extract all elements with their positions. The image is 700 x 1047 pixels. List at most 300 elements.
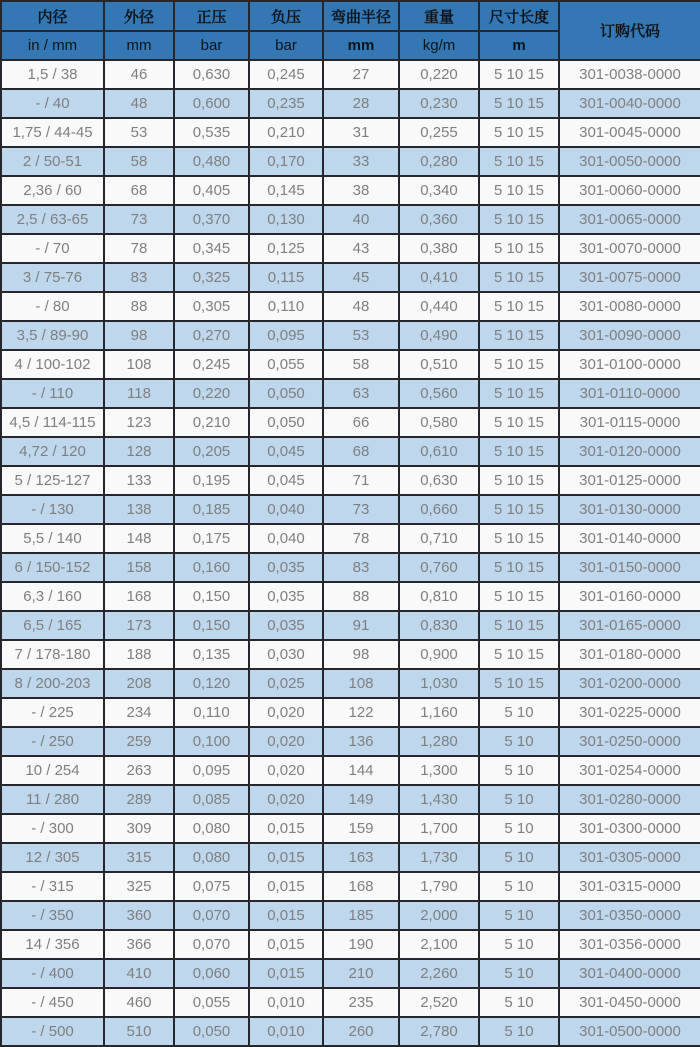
table-cell: 210 bbox=[323, 959, 399, 988]
table-cell: 5 10 15 bbox=[479, 60, 559, 89]
table-cell: 301-0180-0000 bbox=[559, 640, 700, 669]
table-cell: 148 bbox=[104, 524, 174, 553]
table-cell: 0,480 bbox=[174, 147, 249, 176]
table-cell: 4,72 / 120 bbox=[1, 437, 104, 466]
unit-length: m bbox=[479, 31, 559, 60]
table-cell: 0,830 bbox=[399, 611, 479, 640]
table-cell: 0,245 bbox=[174, 350, 249, 379]
table-cell: 58 bbox=[323, 350, 399, 379]
table-cell: 0,045 bbox=[249, 466, 323, 495]
table-cell: 0,185 bbox=[174, 495, 249, 524]
table-row bbox=[1, 901, 700, 930]
table-cell: 410 bbox=[104, 959, 174, 988]
table-cell: 0,080 bbox=[174, 814, 249, 843]
table-row bbox=[1, 466, 700, 495]
table-cell: 0,070 bbox=[174, 901, 249, 930]
table-cell: 301-0100-0000 bbox=[559, 350, 700, 379]
table-cell: 0,095 bbox=[249, 321, 323, 350]
column-header-negative-pressure: 负压 bbox=[249, 1, 323, 31]
table-cell: 14 / 356 bbox=[1, 930, 104, 959]
table-cell: 0,510 bbox=[399, 350, 479, 379]
table-cell: 0,110 bbox=[249, 292, 323, 321]
table-cell: 0,110 bbox=[174, 698, 249, 727]
table-cell: 309 bbox=[104, 814, 174, 843]
table-cell: 3 / 75-76 bbox=[1, 263, 104, 292]
table-cell: 0,280 bbox=[399, 147, 479, 176]
table-row bbox=[1, 843, 700, 872]
table-cell: 5 10 bbox=[479, 1017, 559, 1046]
table-row bbox=[1, 988, 700, 1017]
table-cell: 5 10 15 bbox=[479, 147, 559, 176]
table-cell: 185 bbox=[323, 901, 399, 930]
table-cell: 71 bbox=[323, 466, 399, 495]
table-cell: 5 10 bbox=[479, 785, 559, 814]
table-cell: 0,710 bbox=[399, 524, 479, 553]
table-cell: 301-0075-0000 bbox=[559, 263, 700, 292]
table-cell: 138 bbox=[104, 495, 174, 524]
table-cell: 1,730 bbox=[399, 843, 479, 872]
table-cell: 0,760 bbox=[399, 553, 479, 582]
table-cell: 301-0070-0000 bbox=[559, 234, 700, 263]
table-cell: 301-0400-0000 bbox=[559, 959, 700, 988]
table-cell: 108 bbox=[104, 350, 174, 379]
table-cell: 0,160 bbox=[174, 553, 249, 582]
table-cell: 260 bbox=[323, 1017, 399, 1046]
table-cell: 2,36 / 60 bbox=[1, 176, 104, 205]
table-cell: 301-0140-0000 bbox=[559, 524, 700, 553]
table-cell: 0,015 bbox=[249, 959, 323, 988]
table-cell: 0,610 bbox=[399, 437, 479, 466]
table-cell: 301-0060-0000 bbox=[559, 176, 700, 205]
table-cell: 315 bbox=[104, 843, 174, 872]
table-cell: 0,210 bbox=[249, 118, 323, 147]
table-cell: 1,280 bbox=[399, 727, 479, 756]
table-cell: - / 400 bbox=[1, 959, 104, 988]
table-cell: 0,220 bbox=[174, 379, 249, 408]
table-row bbox=[1, 959, 700, 988]
table-cell: 0,360 bbox=[399, 205, 479, 234]
table-cell: 289 bbox=[104, 785, 174, 814]
table-cell: 48 bbox=[323, 292, 399, 321]
table-cell: 188 bbox=[104, 640, 174, 669]
table-cell: 325 bbox=[104, 872, 174, 901]
table-cell: 0,075 bbox=[174, 872, 249, 901]
header-label-row bbox=[1, 1, 700, 31]
table-cell: 0,340 bbox=[399, 176, 479, 205]
table-row bbox=[1, 205, 700, 234]
unit-positive-pressure: bar bbox=[174, 31, 249, 60]
table-cell: - / 70 bbox=[1, 234, 104, 263]
table-cell: - / 225 bbox=[1, 698, 104, 727]
table-cell: 0,120 bbox=[174, 669, 249, 698]
table-cell: 301-0040-0000 bbox=[559, 89, 700, 118]
table-row bbox=[1, 437, 700, 466]
table-cell: 301-0120-0000 bbox=[559, 437, 700, 466]
table-cell: 301-0110-0000 bbox=[559, 379, 700, 408]
table-row bbox=[1, 60, 700, 89]
table-cell: 0,195 bbox=[174, 466, 249, 495]
table-cell: 5 10 bbox=[479, 727, 559, 756]
table-cell: 0,015 bbox=[249, 843, 323, 872]
table-cell: 66 bbox=[323, 408, 399, 437]
table-cell: 149 bbox=[323, 785, 399, 814]
column-header-bend-radius: 弯曲半径 bbox=[323, 1, 399, 31]
table-cell: 0,410 bbox=[399, 263, 479, 292]
table-cell: 301-0300-0000 bbox=[559, 814, 700, 843]
table-cell: 0,535 bbox=[174, 118, 249, 147]
table-row bbox=[1, 89, 700, 118]
table-cell: 6 / 150-152 bbox=[1, 553, 104, 582]
table-cell: 301-0200-0000 bbox=[559, 669, 700, 698]
table-cell: 0,235 bbox=[249, 89, 323, 118]
table-cell: 235 bbox=[323, 988, 399, 1017]
table-cell: 301-0280-0000 bbox=[559, 785, 700, 814]
table-cell: 0,630 bbox=[174, 60, 249, 89]
table-cell: 510 bbox=[104, 1017, 174, 1046]
table-cell: 68 bbox=[104, 176, 174, 205]
table-cell: 301-0305-0000 bbox=[559, 843, 700, 872]
table-cell: 190 bbox=[323, 930, 399, 959]
column-header-weight: 重量 bbox=[399, 1, 479, 31]
table-cell: 0,025 bbox=[249, 669, 323, 698]
table-cell: 0,230 bbox=[399, 89, 479, 118]
table-row bbox=[1, 640, 700, 669]
table-cell: 2,260 bbox=[399, 959, 479, 988]
table-cell: 301-0045-0000 bbox=[559, 118, 700, 147]
table-cell: 301-0225-0000 bbox=[559, 698, 700, 727]
table-cell: 1,790 bbox=[399, 872, 479, 901]
table-cell: 68 bbox=[323, 437, 399, 466]
table-cell: 1,5 / 38 bbox=[1, 60, 104, 89]
table-cell: 5 10 15 bbox=[479, 350, 559, 379]
unit-bend-radius: mm bbox=[323, 31, 399, 60]
table-cell: 0,490 bbox=[399, 321, 479, 350]
table-row bbox=[1, 1017, 700, 1046]
table-cell: 0,150 bbox=[174, 582, 249, 611]
table-cell: 301-0356-0000 bbox=[559, 930, 700, 959]
table-cell: 63 bbox=[323, 379, 399, 408]
table-cell: 0,210 bbox=[174, 408, 249, 437]
table-cell: - / 300 bbox=[1, 814, 104, 843]
table-cell: 5 10 15 bbox=[479, 234, 559, 263]
table-cell: 301-0450-0000 bbox=[559, 988, 700, 1017]
table-cell: 0,580 bbox=[399, 408, 479, 437]
table-cell: 5 10 15 bbox=[479, 582, 559, 611]
table-cell: 133 bbox=[104, 466, 174, 495]
table-row bbox=[1, 408, 700, 437]
table-cell: 163 bbox=[323, 843, 399, 872]
table-cell: 0,245 bbox=[249, 60, 323, 89]
table-cell: 5 10 bbox=[479, 959, 559, 988]
table-cell: 5 10 bbox=[479, 930, 559, 959]
table-cell: 259 bbox=[104, 727, 174, 756]
table-row bbox=[1, 756, 700, 785]
table-cell: 0,015 bbox=[249, 814, 323, 843]
table-cell: 5 10 15 bbox=[479, 263, 559, 292]
table-row bbox=[1, 234, 700, 263]
table-row bbox=[1, 930, 700, 959]
table-cell: 0,630 bbox=[399, 466, 479, 495]
table-row bbox=[1, 785, 700, 814]
table-cell: 0,085 bbox=[174, 785, 249, 814]
table-cell: 118 bbox=[104, 379, 174, 408]
table-cell: 144 bbox=[323, 756, 399, 785]
table-cell: 27 bbox=[323, 60, 399, 89]
table-cell: 0,020 bbox=[249, 756, 323, 785]
table-cell: 0,010 bbox=[249, 1017, 323, 1046]
table-cell: 301-0038-0000 bbox=[559, 60, 700, 89]
table-cell: 360 bbox=[104, 901, 174, 930]
table-row bbox=[1, 872, 700, 901]
table-cell: 0,305 bbox=[174, 292, 249, 321]
table-cell: 1,160 bbox=[399, 698, 479, 727]
table-cell: 301-0065-0000 bbox=[559, 205, 700, 234]
table-cell: 0,150 bbox=[174, 611, 249, 640]
table-row bbox=[1, 118, 700, 147]
table-cell: 0,035 bbox=[249, 553, 323, 582]
table-cell: 0,900 bbox=[399, 640, 479, 669]
table-cell: 0,040 bbox=[249, 524, 323, 553]
table-cell: 5 10 15 bbox=[479, 611, 559, 640]
table-row bbox=[1, 553, 700, 582]
table-cell: - / 40 bbox=[1, 89, 104, 118]
table-cell: 5 10 15 bbox=[479, 292, 559, 321]
unit-weight: kg/m bbox=[399, 31, 479, 60]
table-row bbox=[1, 495, 700, 524]
table-cell: 5 10 15 bbox=[479, 553, 559, 582]
unit-negative-pressure: bar bbox=[249, 31, 323, 60]
table-cell: 0,020 bbox=[249, 698, 323, 727]
table-cell: 0,095 bbox=[174, 756, 249, 785]
table-cell: 0,080 bbox=[174, 843, 249, 872]
table-cell: 0,020 bbox=[249, 785, 323, 814]
table-cell: 0,370 bbox=[174, 205, 249, 234]
table-row bbox=[1, 669, 700, 698]
table-cell: 98 bbox=[104, 321, 174, 350]
table-cell: 0,440 bbox=[399, 292, 479, 321]
table-cell: 53 bbox=[323, 321, 399, 350]
table-cell: 0,135 bbox=[174, 640, 249, 669]
table-cell: 0,015 bbox=[249, 930, 323, 959]
table-row bbox=[1, 814, 700, 843]
table-cell: 0,810 bbox=[399, 582, 479, 611]
column-header-outer-diameter: 外径 bbox=[104, 1, 174, 31]
table-cell: 0,255 bbox=[399, 118, 479, 147]
table-cell: 1,75 / 44-45 bbox=[1, 118, 104, 147]
table-row bbox=[1, 524, 700, 553]
table-cell: 0,035 bbox=[249, 582, 323, 611]
table-cell: 78 bbox=[323, 524, 399, 553]
table-cell: 53 bbox=[104, 118, 174, 147]
table-cell: 5 10 15 bbox=[479, 176, 559, 205]
table-cell: 5 / 125-127 bbox=[1, 466, 104, 495]
table-cell: 48 bbox=[104, 89, 174, 118]
column-header-order-code: 订购代码 bbox=[559, 1, 700, 60]
table-cell: 2 / 50-51 bbox=[1, 147, 104, 176]
table-cell: 11 / 280 bbox=[1, 785, 104, 814]
table-cell: 5 10 bbox=[479, 872, 559, 901]
table-cell: 2,780 bbox=[399, 1017, 479, 1046]
table-cell: 5 10 15 bbox=[479, 89, 559, 118]
table-cell: 1,430 bbox=[399, 785, 479, 814]
table-cell: 4 / 100-102 bbox=[1, 350, 104, 379]
table-cell: 2,100 bbox=[399, 930, 479, 959]
table-cell: 122 bbox=[323, 698, 399, 727]
table-cell: 5 10 15 bbox=[479, 495, 559, 524]
table-row bbox=[1, 147, 700, 176]
table-cell: 460 bbox=[104, 988, 174, 1017]
table-row bbox=[1, 263, 700, 292]
unit-inner-diameter: in / mm bbox=[1, 31, 104, 60]
table-cell: 38 bbox=[323, 176, 399, 205]
table-cell: 4,5 / 114-115 bbox=[1, 408, 104, 437]
table-row bbox=[1, 350, 700, 379]
table-cell: 83 bbox=[104, 263, 174, 292]
table-cell: 28 bbox=[323, 89, 399, 118]
table-cell: - / 350 bbox=[1, 901, 104, 930]
table-cell: 0,070 bbox=[174, 930, 249, 959]
table-cell: 10 / 254 bbox=[1, 756, 104, 785]
table-cell: 168 bbox=[104, 582, 174, 611]
table-cell: 88 bbox=[323, 582, 399, 611]
table-cell: 301-0090-0000 bbox=[559, 321, 700, 350]
table-cell: 0,040 bbox=[249, 495, 323, 524]
table-cell: 73 bbox=[323, 495, 399, 524]
table-cell: 5 10 15 bbox=[479, 669, 559, 698]
table-row bbox=[1, 698, 700, 727]
table-header bbox=[1, 1, 700, 60]
table-cell: 78 bbox=[104, 234, 174, 263]
table-cell: 366 bbox=[104, 930, 174, 959]
table-cell: 0,050 bbox=[174, 1017, 249, 1046]
table-cell: 301-0350-0000 bbox=[559, 901, 700, 930]
table-cell: 0,100 bbox=[174, 727, 249, 756]
table-cell: - / 500 bbox=[1, 1017, 104, 1046]
table-cell: 31 bbox=[323, 118, 399, 147]
table-cell: 5 10 15 bbox=[479, 408, 559, 437]
table-cell: 0,035 bbox=[249, 611, 323, 640]
table-cell: 0,405 bbox=[174, 176, 249, 205]
table-cell: - / 315 bbox=[1, 872, 104, 901]
table-cell: 0,020 bbox=[249, 727, 323, 756]
table-cell: 208 bbox=[104, 669, 174, 698]
table-cell: 0,130 bbox=[249, 205, 323, 234]
table-cell: 2,000 bbox=[399, 901, 479, 930]
table-cell: 123 bbox=[104, 408, 174, 437]
table-row bbox=[1, 582, 700, 611]
table-cell: 301-0115-0000 bbox=[559, 408, 700, 437]
table-cell: 1,030 bbox=[399, 669, 479, 698]
table-cell: 301-0080-0000 bbox=[559, 292, 700, 321]
table-cell: 5 10 bbox=[479, 843, 559, 872]
table-cell: 0,145 bbox=[249, 176, 323, 205]
table-cell: 0,560 bbox=[399, 379, 479, 408]
column-header-inner-diameter: 内径 bbox=[1, 1, 104, 31]
table-cell: 0,115 bbox=[249, 263, 323, 292]
table-cell: 168 bbox=[323, 872, 399, 901]
table-cell: 12 / 305 bbox=[1, 843, 104, 872]
table-cell: 5 10 bbox=[479, 901, 559, 930]
table-cell: 5 10 15 bbox=[479, 524, 559, 553]
table-cell: 263 bbox=[104, 756, 174, 785]
table-cell: 0,050 bbox=[249, 379, 323, 408]
table-cell: 301-0315-0000 bbox=[559, 872, 700, 901]
table-cell: 1,300 bbox=[399, 756, 479, 785]
table-cell: - / 250 bbox=[1, 727, 104, 756]
table-cell: 5 10 bbox=[479, 756, 559, 785]
table-cell: 0,205 bbox=[174, 437, 249, 466]
table-cell: 301-0254-0000 bbox=[559, 756, 700, 785]
table-cell: 6,3 / 160 bbox=[1, 582, 104, 611]
table-cell: 1,700 bbox=[399, 814, 479, 843]
table-cell: 40 bbox=[323, 205, 399, 234]
table-cell: 43 bbox=[323, 234, 399, 263]
table-cell: - / 80 bbox=[1, 292, 104, 321]
column-header-length: 尺寸长度 bbox=[479, 1, 559, 31]
table-cell: 0,170 bbox=[249, 147, 323, 176]
table-cell: 0,030 bbox=[249, 640, 323, 669]
table-cell: 5 10 15 bbox=[479, 640, 559, 669]
table-cell: - / 450 bbox=[1, 988, 104, 1017]
table-cell: 173 bbox=[104, 611, 174, 640]
table-cell: 5 10 15 bbox=[479, 321, 559, 350]
table-cell: 0,045 bbox=[249, 437, 323, 466]
table-cell: 0,175 bbox=[174, 524, 249, 553]
table-cell: 0,055 bbox=[174, 988, 249, 1017]
table-row bbox=[1, 727, 700, 756]
table-cell: 98 bbox=[323, 640, 399, 669]
table-cell: 301-0150-0000 bbox=[559, 553, 700, 582]
table-cell: 83 bbox=[323, 553, 399, 582]
table-cell: 6,5 / 165 bbox=[1, 611, 104, 640]
table-cell: 5 10 bbox=[479, 698, 559, 727]
table-cell: 0,015 bbox=[249, 872, 323, 901]
table-cell: 108 bbox=[323, 669, 399, 698]
table-cell: 5 10 bbox=[479, 988, 559, 1017]
unit-outer-diameter: mm bbox=[104, 31, 174, 60]
table-cell: 5 10 15 bbox=[479, 205, 559, 234]
table-cell: 2,5 / 63-65 bbox=[1, 205, 104, 234]
table-cell: - / 130 bbox=[1, 495, 104, 524]
table-cell: 128 bbox=[104, 437, 174, 466]
table-cell: 0,345 bbox=[174, 234, 249, 263]
table-cell: 136 bbox=[323, 727, 399, 756]
table-body bbox=[1, 60, 700, 1046]
table-cell: - / 110 bbox=[1, 379, 104, 408]
table-cell: 0,015 bbox=[249, 901, 323, 930]
table-cell: 3,5 / 89-90 bbox=[1, 321, 104, 350]
table-cell: 0,600 bbox=[174, 89, 249, 118]
table-row bbox=[1, 176, 700, 205]
table-cell: 0,125 bbox=[249, 234, 323, 263]
table-cell: 0,325 bbox=[174, 263, 249, 292]
table-cell: 0,270 bbox=[174, 321, 249, 350]
table-cell: 58 bbox=[104, 147, 174, 176]
table-cell: 301-0130-0000 bbox=[559, 495, 700, 524]
table-cell: 301-0125-0000 bbox=[559, 466, 700, 495]
table-cell: 301-0160-0000 bbox=[559, 582, 700, 611]
table-cell: 91 bbox=[323, 611, 399, 640]
table-cell: 301-0500-0000 bbox=[559, 1017, 700, 1046]
table-cell: 0,055 bbox=[249, 350, 323, 379]
table-cell: 0,010 bbox=[249, 988, 323, 1017]
table-cell: 0,060 bbox=[174, 959, 249, 988]
table-cell: 33 bbox=[323, 147, 399, 176]
table-row bbox=[1, 611, 700, 640]
table-cell: 0,660 bbox=[399, 495, 479, 524]
table-cell: 0,380 bbox=[399, 234, 479, 263]
table-cell: 158 bbox=[104, 553, 174, 582]
